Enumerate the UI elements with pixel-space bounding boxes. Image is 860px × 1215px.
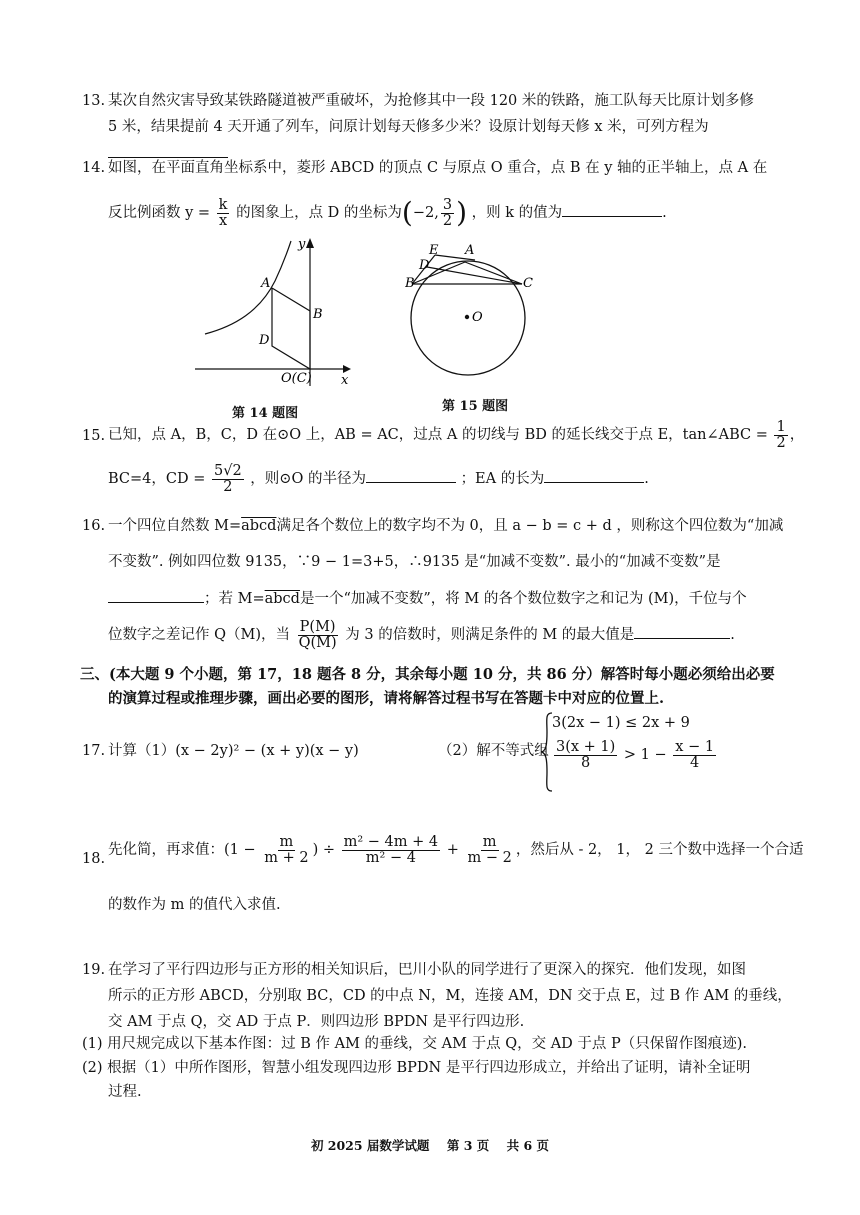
figure-14 — [195, 236, 355, 386]
q15-tan-fraction: $\frac{1}{2}$ — [776, 418, 786, 451]
q18-number: 18. — [82, 851, 106, 867]
q18-text-b: ) ÷ — [312, 842, 336, 858]
q17-inequality-system — [552, 712, 718, 772]
segment-dc — [427, 267, 522, 284]
q17-number: 17. — [82, 743, 106, 759]
figure-14-caption: 第 14 题图 — [232, 406, 299, 421]
q18-line2: 的数作为 m 的值代入求值. — [108, 897, 281, 913]
q16-line2: 不变数”. 例如四位数 9135，∵9 − 1=3+5，∴9135 是“加减不变数”. 最小的“加减不变数”是 — [108, 554, 721, 570]
q16-line1 — [108, 516, 783, 536]
q19-line2: 所示的正方形 ABCD，分别取 BC，CD 的中点 N，M，连接 AM，DN 交于点 E，过 B 作 AM 的垂线， — [108, 988, 792, 1004]
q18-text-c: + — [446, 842, 459, 858]
q16-text-b: 满足各个数位上的数字均不为 0，且 a − b = c + d ，则称这个四位数为“加减 — [276, 518, 784, 534]
y-axis-arrow — [306, 238, 314, 248]
rhombus-abcd — [272, 288, 310, 369]
q13-line2: 5 米，结果提前 4 天开通了列车，问原计划每天修多少米？设原计划每天修 x 米，可列方程为 — [108, 119, 709, 135]
q15-number: 15. — [82, 428, 106, 444]
q13-line1: 某次自然灾害导致某铁路隧道被严重破坏，为抢修其中一段 120 米的铁路，施工队每天比原计划多修 — [108, 93, 754, 109]
q16-overline-abcd: abcd — [241, 518, 277, 534]
q16-text-f: 为 3 的倍数时，则满足条件的 M 的最大值是 — [345, 627, 635, 643]
q15-text-c: BC=4，CD = — [108, 471, 206, 487]
q14-text-b: 的图象上，点 D 的坐标为 — [236, 205, 402, 221]
label-a: A — [261, 276, 271, 291]
label-x: x — [341, 373, 349, 386]
q15-text-e: ；EA 的长为 — [460, 471, 545, 487]
q14-coord-x: −2, — [412, 205, 439, 221]
q15-line2: BC=4，CD = $\frac{5√2}{2}$ ，则⊙O 的半径为 ；EA 的长为 . — [108, 462, 649, 495]
q19-line3: 交 AM 于点 Q，交 AD 于点 P．则四边形 BPDN 是平行四边形. — [108, 1014, 525, 1030]
figure-15-caption: 第 15 题图 — [442, 399, 509, 414]
q15-cd-fraction: $\frac{5√2}{2}$ — [213, 462, 242, 495]
x-axis-arrow — [343, 365, 351, 373]
q18-fraction-2: $\frac{\text{m² − 4m + 4}}{\text{m² − 4}}$ — [343, 833, 439, 866]
q17-inequality-1: 3(2x − 1) ≤ 2x + 9 — [552, 715, 690, 731]
section3-line1: 三、(本大题 9 个小题，第 17，18 题各 8 分，其余每小题 10 分，共 86 分）解答时每小题必须给出必要 — [80, 666, 775, 683]
q14-line1: 如图，在平面直角坐标系中，菱形 ABCD 的顶点 C 与原点 O 重合，点 B 在 y 轴的正半轴上，点 A 在 — [108, 160, 768, 176]
q19-line6: 过程. — [108, 1084, 142, 1100]
label-o: O — [472, 310, 483, 325]
q16-text-e: 位数字之差记作 Q（M)，当 — [108, 627, 290, 643]
label-b: B — [313, 307, 323, 322]
q16-pm-qm-fraction: $\frac{P(M)}{Q(M)}$ — [298, 618, 337, 651]
page-footer: 初 2025 届数学试题 第 3 页 共 6 页 — [310, 1138, 550, 1153]
q14-text-c: ，则 k 的值为 — [471, 205, 563, 221]
q18-fraction-1: $\frac{m}{m + 2}$ — [264, 833, 309, 866]
label-d: D — [259, 333, 270, 348]
q17-part1: 计算（1）(x − 2y)² − (x + y)(x − y) — [108, 743, 359, 759]
q19-line1: 在学习了平行四边形与正方形的相关知识后，巴川小队的同学进行了更深入的探究．他们发现，如图 — [108, 962, 746, 978]
q18-line1 — [108, 832, 803, 868]
q16-text-c: ；若 M= — [204, 591, 265, 607]
q15-text-a: 已知，点 A，B，C，D 在⊙O 上，AB = AC，过点 A 的切线与 BD 的延长线交于点 E，tan∠ABC = — [108, 427, 768, 443]
q17-part2: （2）解不等式组 — [438, 743, 549, 759]
label-o-c: O(C) — [281, 371, 312, 386]
q14-number: 14. — [82, 160, 106, 176]
q14-coord-fraction: $\frac{3}{2}$ — [442, 196, 453, 229]
q19-part2: (2) 根据（1）中所作图形，智慧小组发现四边形 BPDN 是平行四边形成立，并给出了证明，请补全证明 — [82, 1060, 751, 1076]
q19-part1: (1) 用尺规完成以下基本作图：过 B 作 AM 的垂线，交 AM 于点 Q，交 AD 于点 P（只保留作图痕迹). — [82, 1036, 748, 1052]
label-y: y — [298, 237, 306, 252]
q18-fraction-3: $\frac{m}{m - 2}$ — [467, 833, 512, 866]
segment-ac — [465, 262, 522, 284]
label-b: B — [405, 276, 415, 291]
q13-number: 13. — [82, 93, 106, 109]
q16-overline-abcd-2: abcd — [264, 591, 300, 607]
q15-text-b: ， — [789, 427, 805, 443]
section3-line2: 的演算过程或推理步骤，画出必要的图形，请将解答过程书写在答题卡中对应的位置上. — [108, 690, 665, 707]
q14-line2: 反比例函数 y = $\frac{k}{x}$ 的图象上，点 D 的坐标为(−2, $\frac{3}{2}$ ) ，则 k 的值为 . — [108, 196, 667, 229]
q14-fraction-k-x: $\frac{k}{x}$ — [218, 196, 228, 229]
q16-line3 — [108, 588, 747, 609]
q16-number: 16. — [82, 518, 106, 534]
figure-15 — [405, 240, 535, 390]
q16-text-a: 一个四位自然数 M= — [108, 518, 242, 534]
q15-text-d: ，则⊙O 的半径为 — [250, 471, 366, 487]
label-a: A — [465, 243, 475, 258]
center-point — [465, 315, 469, 319]
label-c: C — [523, 276, 533, 291]
hyperbola-curve — [205, 241, 291, 334]
q18-text-a: 先化简，再求值：(1 − — [108, 842, 256, 858]
q15-line1 — [108, 418, 804, 452]
q18-text-d: ，然后从 - 2， 1， 2 三个数中选择一个合适 — [515, 842, 804, 858]
label-d: D — [419, 258, 430, 273]
q17-inequality-2: $\frac{3(x + 1)}{8}$ > 1 − $\frac{x - 1}{4}$ — [556, 738, 715, 771]
q19-number: 19. — [82, 962, 106, 978]
q16-text-d: 是一个“加减不变数”，将 M 的各个数位数字之和记为 (M)，千位与个 — [299, 591, 747, 607]
q16-line4: 位数字之差记作 Q（M)，当 $\frac{P(M)}{Q(M)}$ 为 3 的倍数时，则满足条件的 M 的最大值是 . — [108, 618, 735, 651]
label-e: E — [429, 243, 439, 258]
q14-text-a: 反比例函数 y = — [108, 205, 211, 221]
